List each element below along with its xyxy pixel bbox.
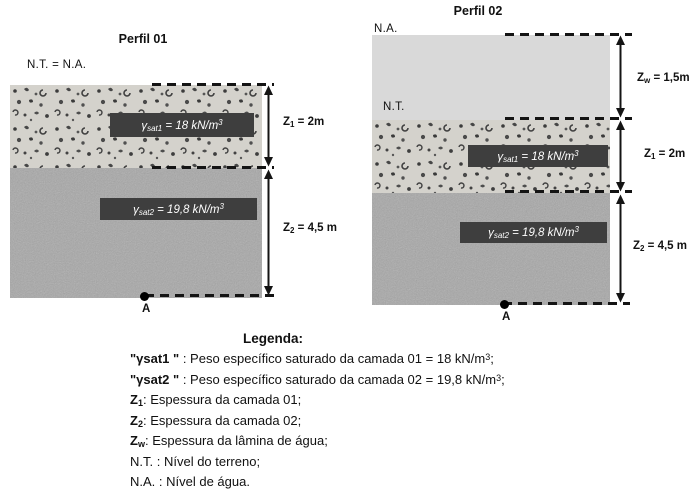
dashed-line-top	[152, 83, 274, 86]
z2-dimension-label: $Z_2 = 4,5$ m	[283, 222, 337, 235]
gamma-sat1-label: $\gamma_{sat1} = 18$ $kN/m^3$	[110, 113, 254, 137]
legend-title: Legenda:	[243, 331, 304, 346]
legend-item-nt: N.T. : Nível do terreno;	[130, 453, 261, 469]
gamma-sat2-label: $\gamma_{sat2} = 19,8$ $kN/m^3$	[100, 198, 257, 220]
sand-texture	[372, 193, 610, 305]
legend-item-gamma-sat1: "γsat1 " : Peso específico saturado da camada 01 = 18 $kN/m^3$;	[130, 351, 494, 366]
point-a-marker	[140, 292, 149, 301]
dashed-line-bottom	[503, 302, 630, 305]
dimension-arrow-z1	[261, 85, 276, 167]
sand-texture	[10, 168, 262, 298]
legend-item-gamma-sat2: "γsat2 " : Peso específico saturado da camada 02 = 19,8 $kN/m^3$;	[130, 371, 505, 387]
gamma-sat1-label: $\gamma_{sat1} = 18$ $kN/m^3$	[468, 145, 608, 167]
zw-dimension-label: $Z_w = 1,5m$	[637, 72, 690, 85]
gamma-sat2-label: $\gamma_{sat2} = 19,8$ $kN/m^3$	[460, 222, 607, 243]
profile-02-title: Perfil 02	[453, 4, 503, 18]
dashed-line-bottom	[145, 294, 274, 297]
dimension-arrow-zw	[613, 35, 628, 118]
legend	[130, 350, 505, 494]
profile-01-soil-layer-2	[10, 168, 262, 298]
gamma-symbol: γ	[497, 150, 504, 163]
profile-02-nt-label: N.T.	[383, 101, 405, 113]
point-a-marker	[500, 300, 509, 309]
gamma-symbol: γ	[488, 227, 494, 239]
profile-01-surface-label: N.T. = N.A.	[27, 59, 87, 71]
dimension-arrow-z2	[261, 169, 276, 296]
z1-dimension-label: $Z_1 = 2m$	[283, 116, 325, 129]
profile-02-water-layer	[372, 35, 610, 120]
legend-item-z2: $Z_2$: Espessura da camada 02;	[130, 412, 302, 429]
gamma-symbol: γ	[141, 119, 148, 132]
profile-01-title: Perfil 01	[118, 32, 168, 46]
z1-dimension-label: $Z_1 = 2m$	[644, 148, 686, 161]
profile-02-na-label: N.A.	[374, 23, 398, 35]
legend-item-z1: $Z_1$: Espessura da camada 01;	[130, 392, 302, 408]
legend-item-na: N.A. : Nível de água.	[130, 474, 250, 489]
legend-item-zw: $Z_w$: Espessura da lâmina de água;	[130, 433, 328, 449]
dashed-line-layer-boundary	[152, 166, 274, 169]
profile-02-soil-layer-2	[372, 193, 610, 305]
point-a-label: A	[142, 303, 151, 315]
dimension-arrow-z1	[613, 120, 628, 192]
z2-dimension-label: $Z_2 = 4,5$ m	[633, 240, 687, 253]
dimension-arrow-z2	[613, 194, 628, 303]
gamma-symbol: γ	[133, 203, 139, 216]
point-a-label: A	[502, 311, 511, 323]
